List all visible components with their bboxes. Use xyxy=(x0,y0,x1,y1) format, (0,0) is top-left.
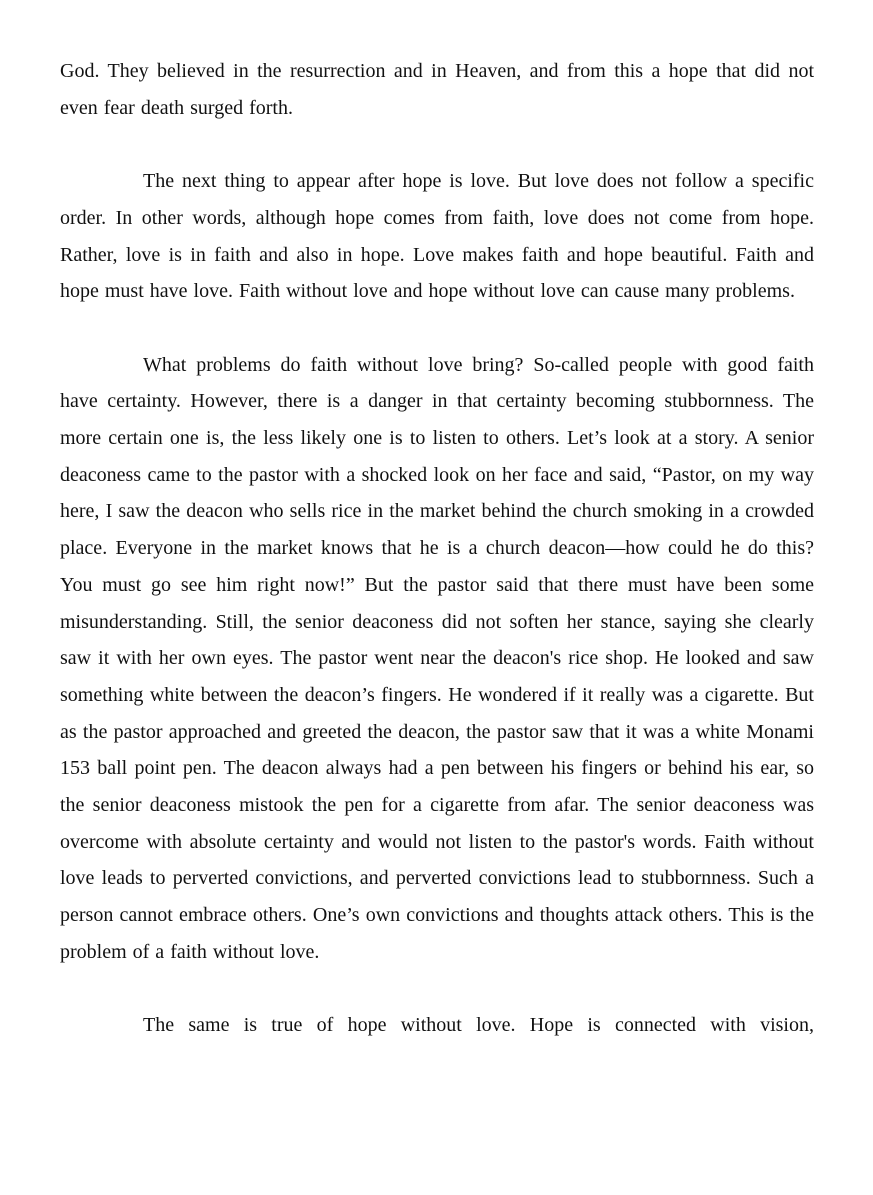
paragraph-gap xyxy=(60,310,814,347)
paragraph-gap xyxy=(60,971,814,1008)
paragraph-1: God. They believed in the resurrection and in Heaven, and from this a hope that did not even fear death surged forth. xyxy=(60,60,814,119)
paragraph-2: The next thing to appear after hope is love. But love does not follow a specific order. In other words, although hope comes from faith, love does not come from hope. Rather, love is in faith and also in hope. Love makes faith and hope beautiful. Faith and hope must have love. Faith without love and hope without love can cause many problems. xyxy=(60,170,814,303)
paragraph-3: What problems do faith without love bring? So-called people with good faith have certainty. However, there is a danger in that certainty becoming stubbornness. The more certain one is, the less likely one is to listen to others. Let’s look at a story. A senior deaconess came to the pastor with a shocked look on her face and said, “Pastor, on my way here, I saw the deacon who sells rice in the market behind the church smoking in a crowded place. Everyone in the market knows that he is a church deacon—how could he do this? You must go see him right now!” But the pastor said that there must have been some misunderstanding. Still, the senior deaconess did not soften her stance, saying she clearly saw it with her own eyes. The pastor went near the deacon's rice shop. He looked and saw something white between the deacon’s fingers. He wondered if it really was a cigarette. But as the pastor approached and greeted the deacon, the pastor saw that it was a white Monami 153 ball point pen. The deacon always had a pen between his fingers or behind his ear, so the senior deaconess mistook the pen for a cigarette from afar. The senior deaconess was overcome with absolute certainty and would not listen to the pastor's words. Faith without love leads to perverted convictions, and perverted convictions lead to stubbornness. Such a person cannot embrace others. One’s own convictions and thoughts attack others. This is the problem of a faith without love. xyxy=(60,353,814,963)
document-page xyxy=(60,53,814,1044)
paragraph-4: The same is true of hope without love. Hope is connected with vision, xyxy=(143,1014,814,1037)
paragraph-gap xyxy=(60,126,814,163)
